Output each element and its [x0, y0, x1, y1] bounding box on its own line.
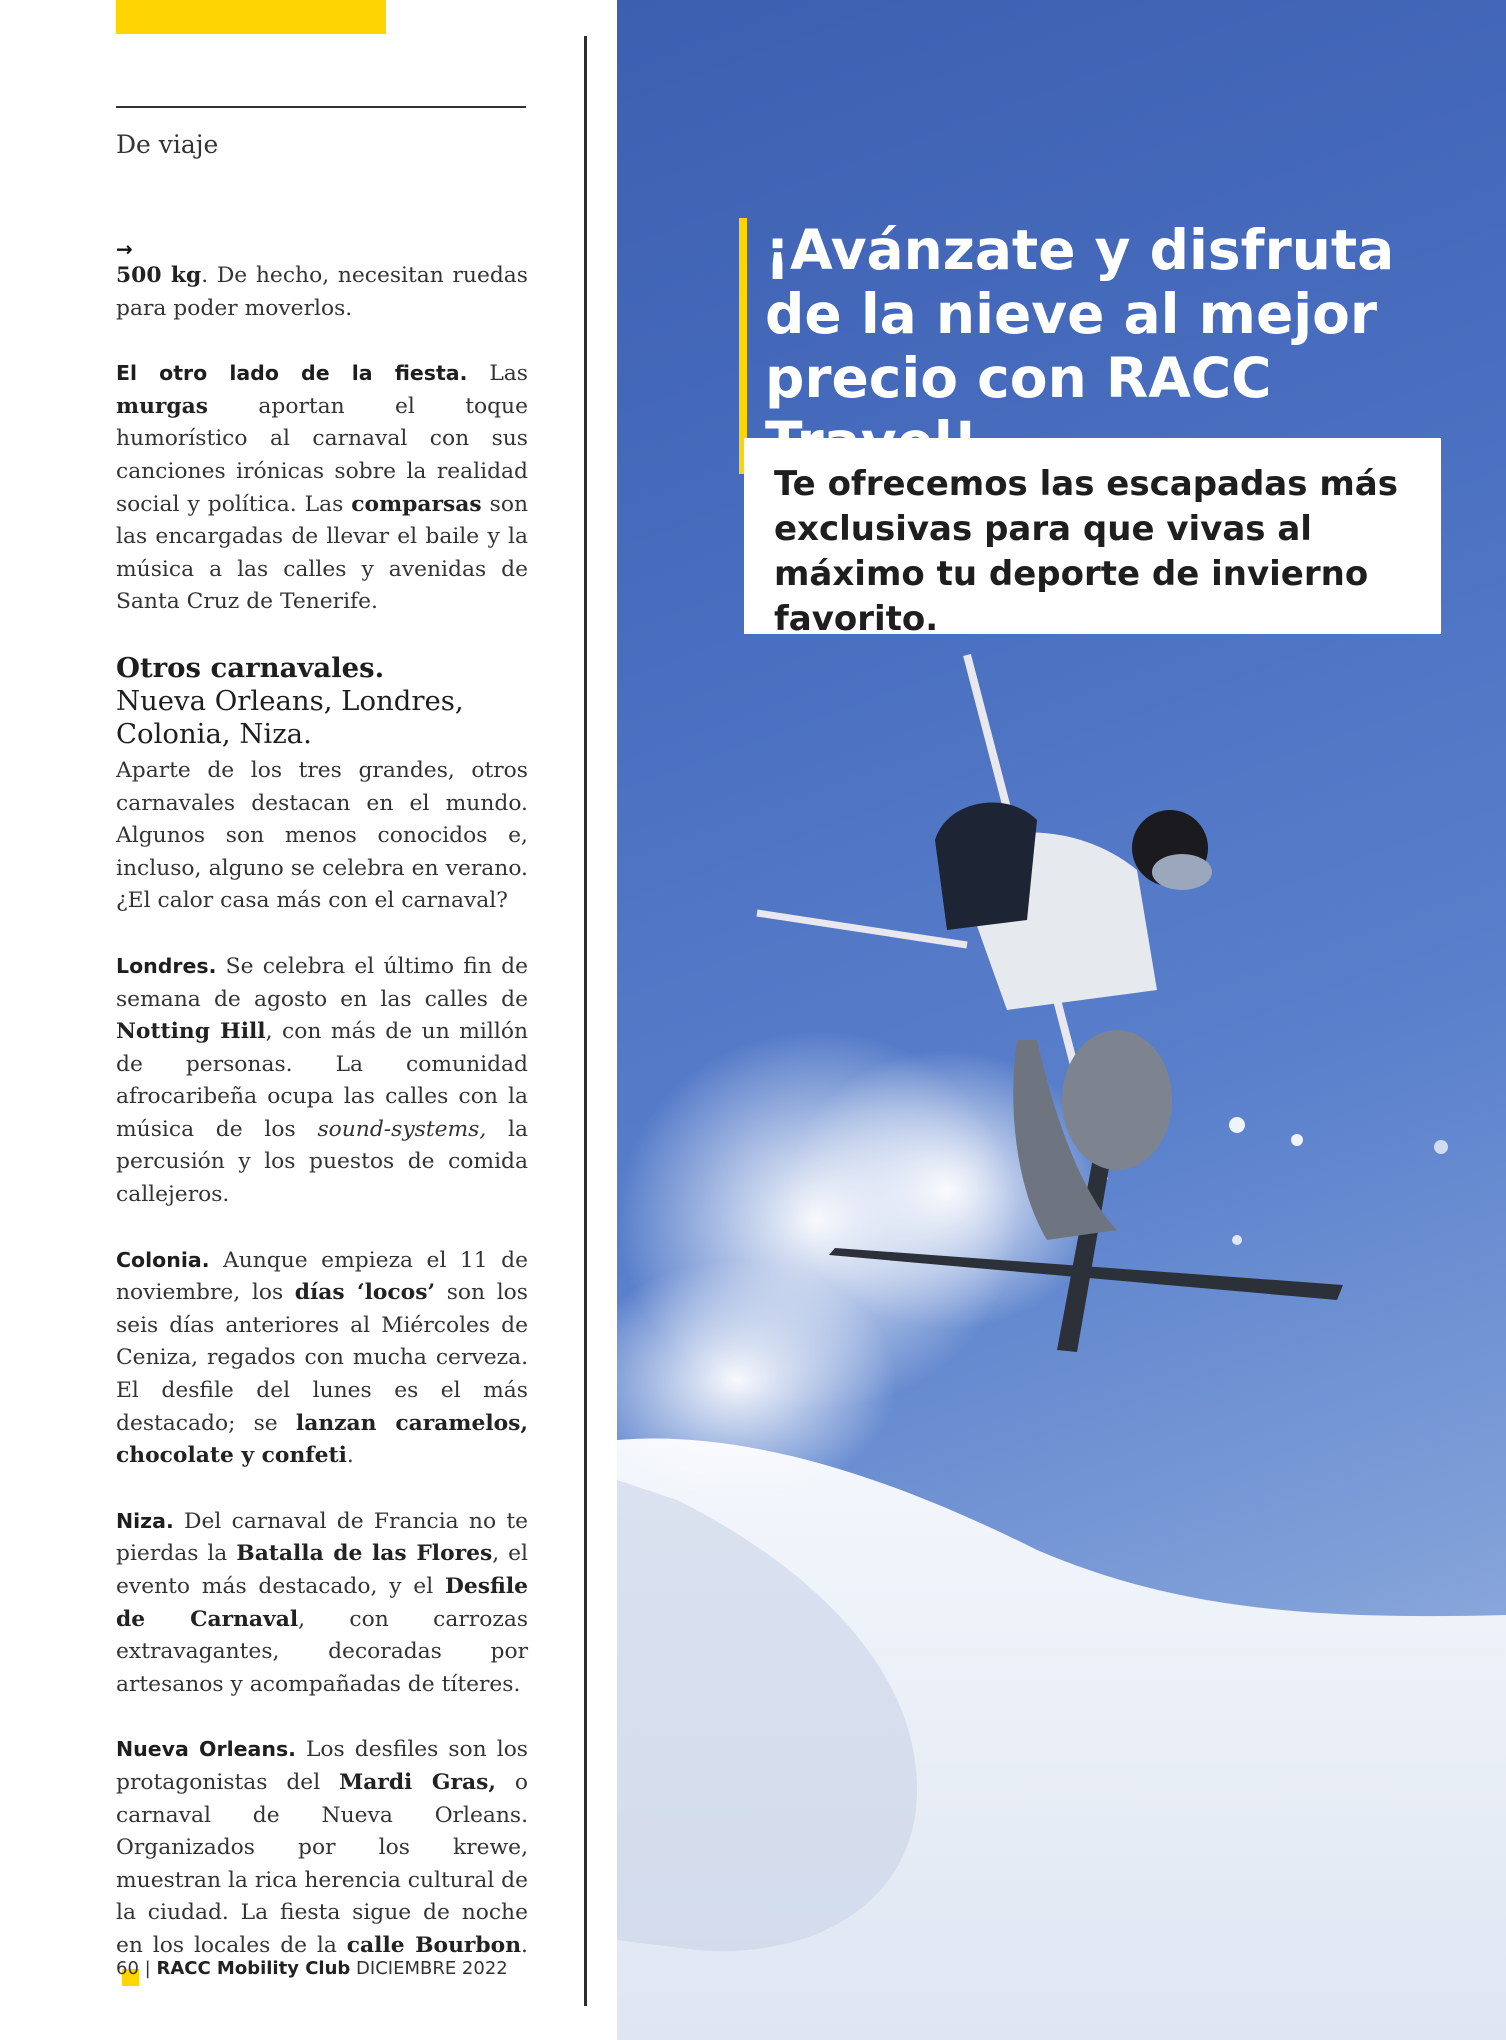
- lead-title: Londres.: [116, 953, 217, 978]
- text: la percusión y los puestos de comida callejeros.: [116, 1116, 528, 1208]
- text: Se celebra el último fin de semana de agosto en las calles de: [116, 953, 528, 1012]
- kw: Desfile de Carnaval: [116, 1574, 528, 1632]
- text: . De hecho, necesitan ruedas para poder moverlos.: [116, 263, 528, 321]
- issue-date: DICIEMBRE 2022: [356, 1958, 508, 1979]
- italic-term: sound-systems,: [317, 1116, 487, 1142]
- ad-headline: ¡Avánzate y disfruta de la nieve al mejor precio con RACC: [739, 218, 1479, 474]
- text: son los seis días anteriores al Miércoles de Ceniza, regados con mucha cerveza. El desfile del lunes es el más destacado; se: [116, 1280, 528, 1436]
- publication-name: RACC Mobility Club: [156, 1958, 351, 1979]
- footer-separator: |: [144, 1958, 151, 1979]
- kw: Mardi Gras,: [339, 1769, 496, 1795]
- paragraph-intro: [116, 260, 528, 325]
- ad-tagline-box: [744, 438, 1441, 639]
- page-footer: [116, 1958, 508, 1979]
- text: , con carrozas extravagantes, decoradas por artesanos y acompañadas de títeres.: [116, 1606, 528, 1697]
- text: o carnaval de Nueva Orleans. Organizados por los krewe, muestran la rica herencia cultural de la ciudad. La fiesta sigue de noche en los locales de la: [116, 1769, 528, 1958]
- section-label: De viaje: [116, 130, 219, 159]
- paragraph-otro-lado: [116, 357, 528, 619]
- lead-title: Niza.: [116, 1508, 174, 1533]
- text: .: [521, 1932, 528, 1958]
- lead-title: El otro lado de la fiesta.: [116, 361, 468, 386]
- kw: Batalla de las Flores: [236, 1541, 493, 1567]
- kw: murgas: [116, 393, 209, 419]
- kw: lanzan caramelos, chocolate y confeti: [116, 1410, 528, 1469]
- paragraph-niza: [116, 1505, 528, 1702]
- text: aportan el toque humorístico al carnaval con sus canciones irónicas sobre la realidad social y política. Las: [116, 393, 528, 517]
- text: , el evento más destacado, y el: [116, 1541, 529, 1599]
- text: Las: [467, 361, 528, 387]
- subhead: [116, 651, 528, 751]
- text: Aunque empieza el 11 de noviembre, los: [116, 1247, 528, 1306]
- article-column: [116, 238, 528, 2027]
- ad-tagline: Te ofrecemos las escapadas más exclusivas para que vivas al máximo tu deporte de invierno favorito.: [774, 464, 1398, 639]
- kw: 500 kg: [116, 263, 202, 288]
- lead-title: Colonia.: [116, 1247, 210, 1272]
- paragraph-londres: [116, 950, 528, 1212]
- page-number: 60: [116, 1958, 139, 1979]
- lead-title: Nueva Orleans.: [116, 1737, 296, 1762]
- kw: comparsas: [351, 491, 482, 517]
- text: , con más de un millón de personas. La comunidad afrocaribeña ocupa las calles con la música de los: [116, 1019, 528, 1142]
- top-accent-bar: [116, 0, 386, 34]
- column-divider: [584, 36, 587, 2006]
- subhead-subtitle: Nueva Orleans, Londres, Colonia, Niza.: [116, 684, 464, 750]
- kw: calle Bourbon: [346, 1932, 522, 1958]
- paragraph-nueva-orleans: [116, 1733, 528, 1995]
- text: .: [346, 1443, 354, 1469]
- continuation-arrow-icon: →: [116, 237, 133, 261]
- kw: Notting Hill: [116, 1019, 266, 1045]
- text: Los desfiles son los protagonistas del: [116, 1737, 528, 1795]
- paragraph-colonia: [116, 1244, 528, 1473]
- subhead-title: Otros carnavales.: [116, 651, 385, 684]
- paragraph-otros: Aparte de los tres grandes, otros carnavales destacan en el mundo. Algunos son menos conocidos e, incluso, alguno se celebra en verano. ¿El calor casa más con el carnaval?: [116, 757, 528, 914]
- kw: días ‘locos’: [294, 1280, 436, 1306]
- text: son las encargadas de llevar el baile y la música a las calles y avenidas de Santa Cruz de Tenerife.: [116, 491, 528, 615]
- text: Del carnaval de Francia no te pierdas la: [116, 1508, 528, 1567]
- header-rule: [116, 106, 526, 108]
